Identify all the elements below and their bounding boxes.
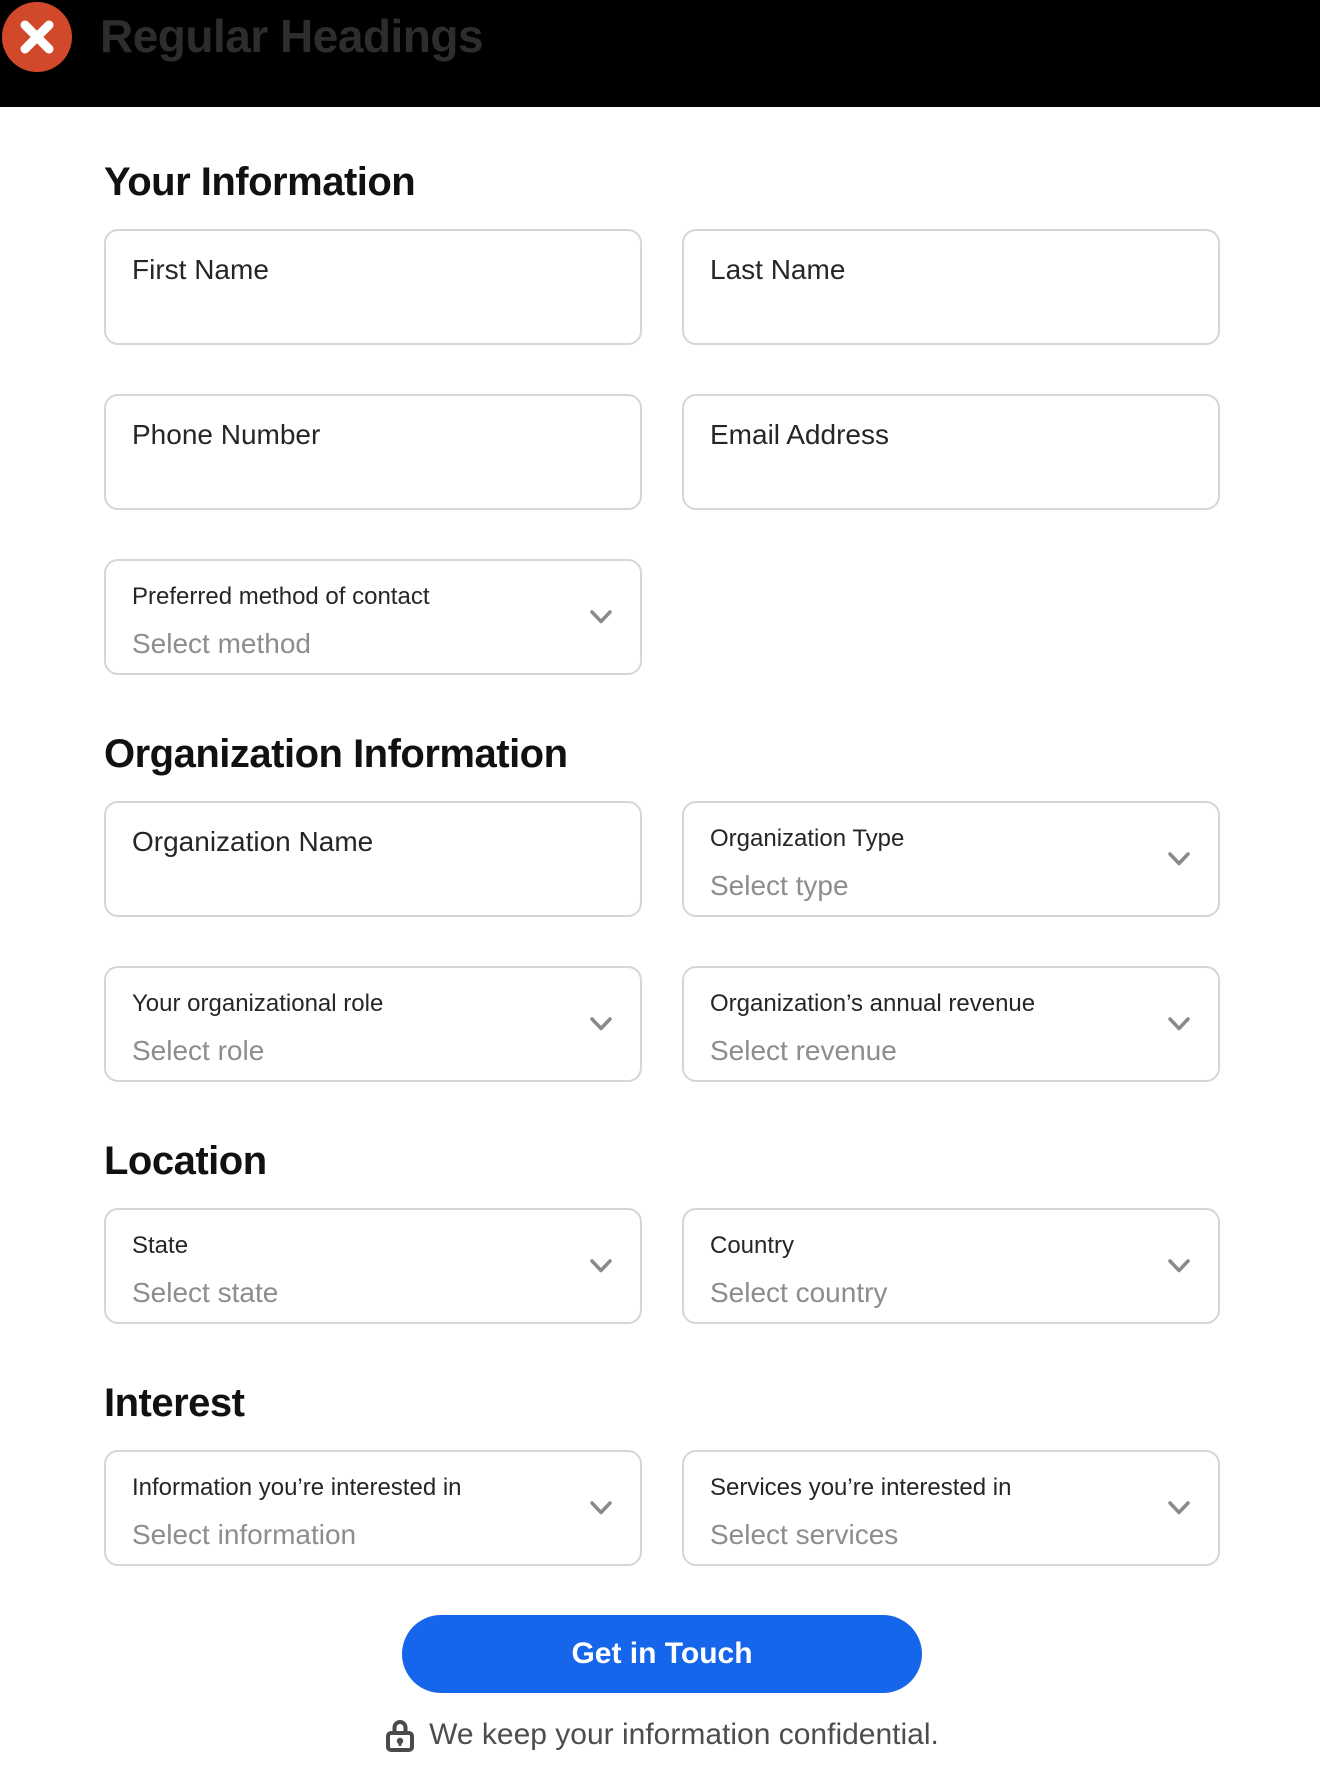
field-label: Organization’s annual revenue bbox=[710, 990, 1036, 1017]
field-label: Last Name bbox=[710, 254, 846, 285]
form-row bbox=[104, 394, 1220, 510]
select-field-organization-type[interactable] bbox=[682, 801, 1220, 917]
form-row bbox=[104, 559, 1220, 675]
chevron-down-icon bbox=[1168, 1259, 1190, 1273]
chevron-down-icon bbox=[1168, 1501, 1190, 1515]
select-placeholder: Select type bbox=[710, 870, 849, 901]
select-field-annual-revenue[interactable] bbox=[682, 966, 1220, 1082]
form-row bbox=[104, 1450, 1220, 1566]
privacy-note bbox=[104, 1717, 1220, 1753]
select-field-services-interest[interactable] bbox=[682, 1450, 1220, 1566]
select-placeholder: Select state bbox=[132, 1277, 279, 1308]
close-icon bbox=[20, 20, 54, 54]
chevron-down-icon bbox=[590, 1017, 612, 1031]
select-placeholder: Select information bbox=[132, 1519, 357, 1550]
privacy-text: We keep your information confidential. bbox=[429, 1718, 939, 1751]
form-content bbox=[0, 159, 1320, 1753]
section-heading-interest: Interest bbox=[104, 1381, 245, 1425]
field-label: First Name bbox=[132, 254, 269, 285]
select-placeholder: Select role bbox=[132, 1035, 265, 1066]
section-heading-your-information: Your Information bbox=[104, 160, 416, 204]
page-title: Regular Headings bbox=[100, 10, 484, 62]
chevron-down-icon bbox=[590, 1501, 612, 1515]
field-label: Preferred method of contact bbox=[132, 583, 430, 610]
field-label: Country bbox=[710, 1232, 795, 1259]
page-header bbox=[0, 0, 1320, 107]
field-label: Information you’re interested in bbox=[132, 1474, 462, 1501]
lock-icon bbox=[385, 1718, 415, 1753]
select-field-preferred-method[interactable] bbox=[104, 559, 642, 675]
chevron-down-icon bbox=[590, 610, 612, 624]
close-button[interactable] bbox=[2, 2, 72, 72]
select-placeholder: Select services bbox=[710, 1519, 899, 1550]
select-field-state[interactable] bbox=[104, 1208, 642, 1324]
select-placeholder: Select country bbox=[710, 1277, 888, 1308]
select-field-information-interest[interactable] bbox=[104, 1450, 642, 1566]
form-row bbox=[104, 1208, 1220, 1324]
field-label: Organization Type bbox=[710, 825, 905, 852]
input-field-email-address[interactable] bbox=[682, 394, 1220, 510]
chevron-down-icon bbox=[590, 1259, 612, 1273]
form-row bbox=[104, 966, 1220, 1082]
field-label: Phone Number bbox=[132, 419, 321, 450]
select-field-country[interactable] bbox=[682, 1208, 1220, 1324]
get-in-touch-button[interactable]: Get in Touch bbox=[402, 1615, 922, 1693]
chevron-down-icon bbox=[1168, 852, 1190, 866]
field-label: Email Address bbox=[710, 419, 889, 450]
field-label: Services you’re interested in bbox=[710, 1474, 1012, 1501]
form-row bbox=[104, 229, 1220, 345]
select-placeholder: Select method bbox=[132, 628, 311, 659]
chevron-down-icon bbox=[1168, 1017, 1190, 1031]
input-field-organization-name[interactable] bbox=[104, 801, 642, 917]
input-field-phone-number[interactable] bbox=[104, 394, 642, 510]
section-heading-organization-information: Organization Information bbox=[104, 732, 568, 776]
field-label: State bbox=[132, 1232, 189, 1259]
select-field-organizational-role[interactable] bbox=[104, 966, 642, 1082]
form-row bbox=[104, 801, 1220, 917]
field-label: Organization Name bbox=[132, 826, 374, 857]
field-label: Your organizational role bbox=[132, 990, 384, 1017]
section-heading-location: Location bbox=[104, 1139, 267, 1183]
select-placeholder: Select revenue bbox=[710, 1035, 897, 1066]
input-field-first-name[interactable] bbox=[104, 229, 642, 345]
submit-area bbox=[104, 1615, 1220, 1693]
input-field-last-name[interactable] bbox=[682, 229, 1220, 345]
